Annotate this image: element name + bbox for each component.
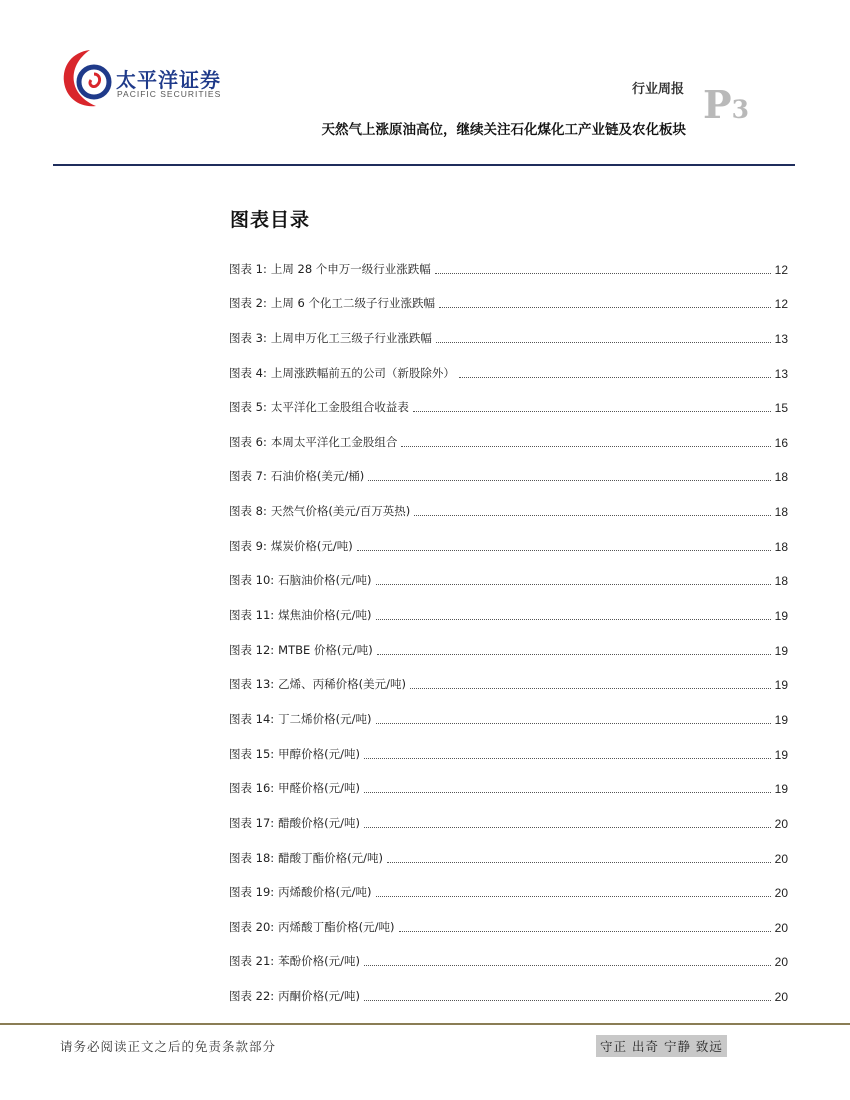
- toc-dot-leader: [387, 862, 771, 863]
- toc-entry-title: 甲醛价格(元/吨): [278, 781, 361, 796]
- toc-entry-title: 醋酸价格(元/吨): [278, 815, 361, 830]
- toc-entry-number: 图表 10:: [229, 573, 275, 588]
- toc-entry-page: 16: [774, 435, 788, 450]
- toc-entry-title: 醋酸丁酯价格(元/吨): [278, 850, 384, 865]
- toc-dot-leader: [364, 965, 771, 966]
- toc-entry-page: 20: [774, 816, 788, 831]
- toc-entry[interactable]: [229, 935, 788, 970]
- page-mark-number: 3: [731, 95, 749, 124]
- toc-entry-title: MTBE 价格(元/吨): [278, 642, 373, 657]
- toc-dot-leader: [357, 550, 771, 551]
- toc-dot-leader: [399, 931, 771, 932]
- toc-entry-number: 图表 12:: [229, 642, 275, 657]
- toc-entry-number: 图表 16:: [229, 781, 275, 796]
- toc-dot-leader: [401, 446, 770, 447]
- toc-entry-page: 19: [774, 609, 788, 624]
- toc-entry-page: 20: [774, 886, 788, 901]
- toc-dot-leader: [459, 377, 771, 378]
- report-title: 天然气上涨原油高位，继续关注石化煤化工产业链及农化板块: [321, 122, 686, 138]
- toc-entry-title: 石油价格(美元/桶): [270, 469, 365, 484]
- toc-entry-title: 上周 28 个申万一级行业涨跌幅: [270, 261, 431, 276]
- toc-entry-title: 甲醇价格(元/吨): [278, 746, 361, 761]
- toc-dot-leader: [377, 654, 771, 655]
- toc-entry-page: 20: [774, 920, 788, 935]
- toc-entry[interactable]: [229, 450, 788, 485]
- toc-entry-page: 15: [774, 401, 788, 416]
- toc-entry-page: 19: [774, 782, 788, 797]
- toc-entry[interactable]: [229, 346, 788, 381]
- toc-entry-title: 上周申万化工三级子行业涨跌幅: [270, 330, 432, 345]
- toc-entry-number: 图表 8:: [229, 504, 267, 519]
- toc-dot-leader: [435, 273, 771, 274]
- toc-entry-page: 12: [774, 297, 788, 312]
- toc-entry-page: 19: [774, 747, 788, 762]
- toc-entry-page: 19: [774, 678, 788, 693]
- toc-entry[interactable]: [229, 692, 788, 727]
- toc-entry-page: 18: [774, 470, 788, 485]
- toc-entry-title: 乙烯、丙稀价格(美元/吨): [278, 677, 407, 692]
- toc-dot-leader: [376, 584, 771, 585]
- toc-entry[interactable]: [229, 969, 788, 1004]
- report-type-label: 行业周报: [631, 82, 684, 97]
- toc-entry-title: 苯酚价格(元/吨): [278, 954, 361, 969]
- toc-dot-leader: [364, 827, 771, 828]
- toc-entry-number: 图表 5:: [229, 400, 267, 415]
- company-motto: 守正 出奇 宁静 致远: [596, 1035, 727, 1057]
- toc-entry[interactable]: [229, 519, 788, 554]
- toc-entry-title: 丙烯酸价格(元/吨): [278, 885, 372, 900]
- toc-entry-page: 12: [774, 262, 788, 277]
- toc-entry-page: 13: [774, 366, 788, 381]
- toc-entry-page: 18: [774, 505, 788, 520]
- toc-entry[interactable]: [229, 381, 788, 416]
- toc-entry[interactable]: [229, 727, 788, 762]
- toc-dot-leader: [376, 619, 771, 620]
- toc-entry[interactable]: [229, 866, 788, 901]
- toc-entry[interactable]: [229, 484, 788, 519]
- toc-entry-title: 丙酮价格(元/吨): [278, 989, 361, 1004]
- toc-dot-leader: [439, 307, 771, 308]
- toc-dot-leader: [413, 411, 771, 412]
- toc-entry[interactable]: [229, 900, 788, 935]
- toc-entry-page: 20: [774, 851, 788, 866]
- toc-entry-number: 图表 11:: [229, 608, 275, 623]
- toc-entry-title: 上周 6 个化工二级子行业涨跌幅: [270, 296, 435, 311]
- toc-dot-leader: [364, 758, 771, 759]
- toc-entry[interactable]: [229, 242, 788, 277]
- logo-english-name: PACIFIC SECURITIES: [117, 89, 222, 99]
- toc-entry-number: 图表 3:: [229, 330, 267, 345]
- toc-entry[interactable]: [229, 623, 788, 658]
- toc-entry-number: 图表 7:: [229, 469, 267, 484]
- toc-entry-number: 图表 9:: [229, 538, 267, 553]
- header-divider: [53, 164, 795, 166]
- toc-entry-number: 图表 4:: [229, 365, 267, 380]
- toc-entry-page: 13: [774, 331, 788, 346]
- toc-entry-number: 图表 20:: [229, 919, 275, 934]
- logo-emblem-icon: [60, 44, 116, 114]
- toc-entry[interactable]: [229, 588, 788, 623]
- toc-entry-title: 煤炭价格(元/吨): [270, 538, 353, 553]
- toc-dot-leader: [364, 1000, 771, 1001]
- toc-entry-page: 19: [774, 712, 788, 727]
- toc-entry[interactable]: [229, 831, 788, 866]
- company-logo: [60, 44, 230, 114]
- toc-entry-title: 天然气价格(美元/百万英热): [270, 504, 411, 519]
- toc-dot-leader: [414, 515, 770, 516]
- toc-entry-number: 图表 6:: [229, 434, 267, 449]
- toc-list: [229, 242, 788, 1004]
- toc-dot-leader: [410, 688, 771, 689]
- toc-entry-page: 18: [774, 539, 788, 554]
- toc-entry-number: 图表 19:: [229, 885, 275, 900]
- toc-heading: 图表目录: [230, 209, 311, 231]
- toc-entry-number: 图表 13:: [229, 677, 275, 692]
- toc-dot-leader: [368, 480, 770, 481]
- toc-entry-page: 18: [774, 574, 788, 589]
- toc-entry-page: 20: [774, 955, 788, 970]
- toc-entry-title: 本周太平洋化工金股组合: [270, 434, 398, 449]
- toc-entry-page: 20: [774, 990, 788, 1005]
- toc-entry-title: 太平洋化工金股组合收益表: [270, 400, 409, 415]
- toc-entry-number: 图表 17:: [229, 815, 275, 830]
- toc-dot-leader: [376, 896, 771, 897]
- toc-dot-leader: [376, 723, 771, 724]
- toc-entry-title: 煤焦油价格(元/吨): [278, 608, 372, 623]
- footer-divider: [0, 1023, 850, 1025]
- toc-entry-title: 石脑油价格(元/吨): [278, 573, 372, 588]
- toc-entry-number: 图表 15:: [229, 746, 275, 761]
- toc-entry-title: 丁二烯价格(元/吨): [278, 711, 372, 726]
- toc-entry-number: 图表 2:: [229, 296, 267, 311]
- toc-entry[interactable]: [229, 277, 788, 312]
- toc-entry-number: 图表 21:: [229, 954, 275, 969]
- toc-entry[interactable]: [229, 762, 788, 797]
- toc-entry[interactable]: [229, 658, 788, 693]
- toc-entry-number: 图表 18:: [229, 850, 275, 865]
- toc-entry-number: 图表 1:: [229, 261, 267, 276]
- toc-entry-title: 丙烯酸丁酯价格(元/吨): [278, 919, 395, 934]
- toc-dot-leader: [436, 342, 771, 343]
- page-mark-letter: P: [703, 82, 732, 127]
- toc-entry-number: 图表 14:: [229, 711, 275, 726]
- toc-entry[interactable]: [229, 311, 788, 346]
- page-number-mark: [703, 82, 749, 127]
- toc-entry-title: 上周涨跌幅前五的公司（新股除外）: [270, 365, 455, 380]
- toc-entry[interactable]: [229, 415, 788, 450]
- toc-dot-leader: [364, 792, 771, 793]
- toc-entry-page: 19: [774, 643, 788, 658]
- toc-entry-number: 图表 22:: [229, 989, 275, 1004]
- toc-entry[interactable]: [229, 554, 788, 589]
- toc-entry[interactable]: [229, 796, 788, 831]
- logo-chinese-name: 太平洋证券: [116, 68, 221, 92]
- disclaimer-text: 请务必阅读正文之后的免责条款部分: [60, 1039, 277, 1054]
